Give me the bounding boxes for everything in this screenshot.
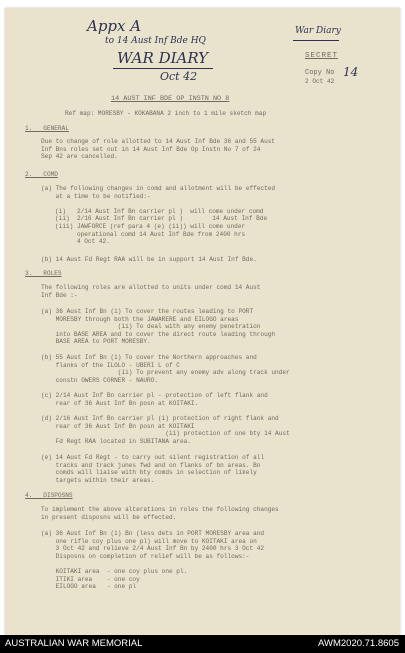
text-line: in present disposns will be effected. — [41, 513, 177, 521]
text-line: BASE AREA to PORT MORESBY. — [41, 338, 151, 346]
document-page — [5, 8, 400, 635]
copy-label: Copy No — [305, 69, 335, 77]
archive-footer — [0, 635, 405, 653]
text-line: (b) 14 Aust Fd Regt RAA will be in support 14 Aust Inf Bde. — [41, 256, 257, 263]
text-line: (a) 36 Aust Inf Bn (i) To cover the routes leading to PORT — [41, 308, 254, 315]
text-line: (e) 14 Aust Fd Regt - to carry out silent registration of all — [41, 454, 265, 461]
text-line: (d) 2/16 Aust Inf Bn carrier pl (i) protection of right flank and — [41, 415, 279, 422]
section-general-heading: 1. GENERAL — [25, 125, 69, 132]
text-line: operational comd 14 Aust Inf Bde from 2400 hrs — [55, 230, 246, 238]
text-line: MORESBY through both the JAWARERE and EILOGO areas — [41, 315, 239, 323]
text-line: ITIKI area - one coy — [41, 575, 140, 583]
text-line: (iii) JAWFORCE (ref para 4 (e) (ii)) will come under — [55, 223, 246, 230]
handwritten-appx: Appx A — [87, 17, 142, 35]
text-line: (i) 2/14 Aust Inf Bn carrier pl ) will come under comd — [55, 207, 264, 215]
text-line: (ii) protection of one bty 14 Aust — [41, 430, 290, 438]
text-line: 4 Oct 42. — [55, 238, 110, 246]
text-line: (ii) To deal with any enemy penetration — [41, 323, 261, 331]
footer-institution: AUSTRALIAN WAR MEMORIAL — [5, 638, 143, 649]
text-line: targets within their areas. — [41, 476, 155, 484]
corner-underline — [293, 40, 339, 41]
text-line: Disposns on completion of relief will be as follows:- — [41, 552, 250, 560]
text-line: rear of 36 Aust Inf Bn posn at KOITAKI — [41, 422, 195, 430]
handwritten-war-diary: WAR DIARY — [117, 49, 209, 67]
text-line: flanks of the ILOLO - UBERI L of C — [41, 361, 180, 369]
section-comd-heading: 2. COMD — [25, 171, 58, 178]
section-roles-heading: 3. ROLES — [25, 270, 62, 277]
document-title: 14 AUST INF BDE OP INSTN NO 8 — [111, 95, 230, 103]
footer-accession-number: AWM2020.71.8605 — [318, 638, 399, 649]
text-line: tracks and track junes fwd and on flanks of bn areas. Bn — [41, 461, 261, 469]
handwritten-corner-note: War Diary — [295, 26, 341, 36]
handwritten-to-bde: to 14 Aust Inf Bde HQ — [105, 36, 206, 46]
text-line: To implement the above alterations in roles the following changes — [41, 506, 279, 513]
handwritten-underline — [113, 68, 213, 69]
text-line: (ii) 2/16 Aust Inf Bn carrier pl ) 14 Aust Inf Bde — [55, 215, 268, 223]
text-line: KOITAKI area - one coy plus one pl. — [41, 568, 188, 575]
text-line: Sep 42 are cancelled. — [41, 153, 118, 161]
classification-label: SECRET — [305, 52, 339, 60]
text-line: Inf Bns roles set out in 14 Aust Inf Bde Op Instn No 7 of 24 — [41, 145, 261, 153]
text-line: (c) 2/14 Aust Inf Bn carrier pl - protection of left flank and — [41, 392, 268, 399]
text-line: Due to change of role allotted to 14 Aust Inf Bde 36 and 55 Aust — [41, 138, 276, 145]
text-line: at a time to be notified:- — [41, 192, 151, 200]
text-line: (a) The following changes in comd and allotment will be effected — [41, 185, 276, 192]
text-line: 3 Oct 42 and relieve 2/4 Aust Inf Bn by 2400 hrs 3 Oct 42 — [41, 545, 265, 553]
text-line: into BASE AREA and to cover the direct route leading through — [41, 330, 276, 338]
text-line: comds will liaise with bty comds in selection of likely — [41, 469, 257, 477]
text-line: The following roles are allotted to units under comd 14 Aust — [41, 284, 261, 291]
text-line: one rifle coy plus one pl) will move to KOITAKI area on — [41, 537, 257, 545]
ref-map: Ref map: MORESBY - KOKABANA 2 inch to 1 mile sketch map — [65, 110, 267, 117]
handwritten-copy-no: 14 — [343, 65, 359, 79]
text-line: EILOGO area - one pl — [41, 583, 137, 591]
handwritten-date: Oct 42 — [160, 70, 198, 83]
text-line: (b) 55 Aust Inf Bn (i) To cover the Northern approaches and — [41, 354, 257, 361]
date-typed: 2 Oct 42 — [305, 78, 335, 85]
text-line: (ii) To prevent any enemy adv along track under — [41, 369, 290, 377]
text-line: Inf Bde :- — [41, 291, 78, 299]
text-line: rear of 36 Aust Inf Bn posn at KOITAKI. — [41, 399, 199, 407]
text-line: (a) 36 Aust Inf Bn (i) Bn (less dets in PORT MORESBY area and — [41, 530, 265, 537]
section-disposns-heading: 4. DISPOSNS — [25, 492, 73, 499]
text-line: constn OWERS CORNER - NAURO. — [41, 376, 159, 384]
text-line: Fd Regt RAA located in SUBITANA area. — [41, 437, 191, 445]
